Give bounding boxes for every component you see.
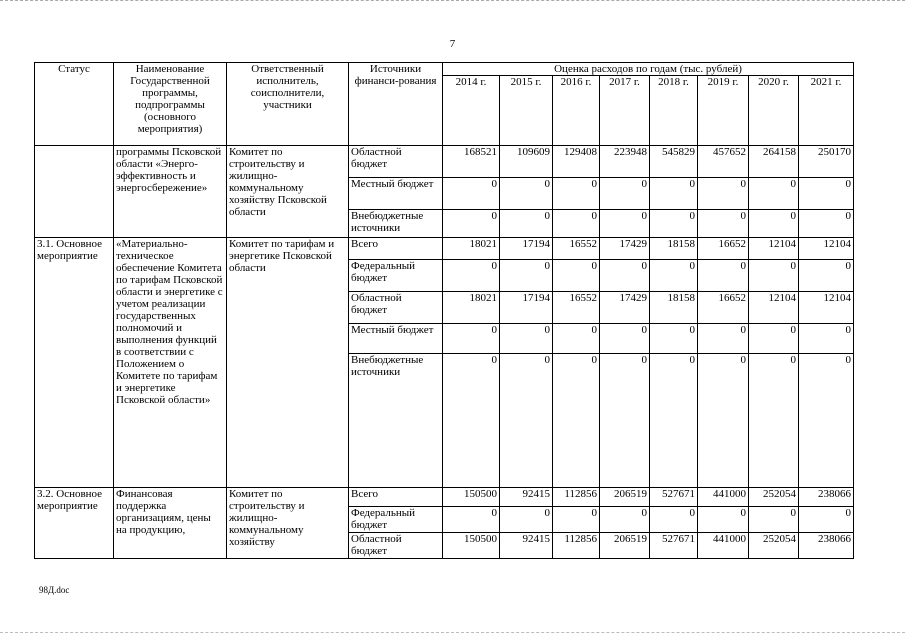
value-cell: 457652 (698, 146, 749, 178)
scan-edge-bottom (0, 632, 905, 635)
status-cell: 3.2. Основное мероприятие (35, 488, 114, 559)
value-cell: 250170 (799, 146, 854, 178)
source-cell: Областной бюджет (349, 533, 443, 559)
source-cell: Всего (349, 238, 443, 260)
value-cell: 0 (500, 354, 553, 488)
value-cell: 0 (749, 210, 799, 238)
value-cell: 0 (650, 178, 698, 210)
header-responsible: Ответственный исполнитель, соисполнители, участники (227, 63, 349, 146)
value-cell: 0 (749, 324, 799, 354)
value-cell: 0 (799, 324, 854, 354)
value-cell: 0 (650, 210, 698, 238)
table-row (35, 146, 854, 178)
status-cell: 3.1. Основное мероприятие (35, 238, 114, 488)
value-cell: 0 (443, 354, 500, 488)
value-cell: 0 (500, 507, 553, 533)
value-cell: 223948 (600, 146, 650, 178)
value-cell: 12104 (749, 292, 799, 324)
header-year: 2017 г. (600, 76, 650, 146)
name-cell: Финансовая поддержка организациям, цены на продукцию, (114, 488, 227, 559)
value-cell: 0 (500, 260, 553, 292)
value-cell: 0 (443, 260, 500, 292)
value-cell: 0 (698, 324, 749, 354)
value-cell: 0 (553, 354, 600, 488)
value-cell: 150500 (443, 533, 500, 559)
value-cell: 150500 (443, 488, 500, 507)
value-cell: 0 (650, 507, 698, 533)
value-cell: 0 (443, 210, 500, 238)
value-cell: 92415 (500, 488, 553, 507)
value-cell: 206519 (600, 488, 650, 507)
header-expenses: Оценка расходов по годам (тыс. рублей) (443, 63, 854, 76)
value-cell: 112856 (553, 533, 600, 559)
header-sources: Источники финанси-рования (349, 63, 443, 146)
value-cell: 0 (600, 507, 650, 533)
value-cell: 527671 (650, 533, 698, 559)
value-cell: 0 (698, 178, 749, 210)
value-cell: 252054 (749, 488, 799, 507)
value-cell: 0 (443, 507, 500, 533)
source-cell: Областной бюджет (349, 292, 443, 324)
value-cell: 0 (749, 354, 799, 488)
value-cell: 0 (500, 210, 553, 238)
value-cell: 18158 (650, 238, 698, 260)
header-year: 2020 г. (749, 76, 799, 146)
source-cell: Федеральный бюджет (349, 507, 443, 533)
value-cell: 0 (600, 210, 650, 238)
value-cell: 0 (600, 354, 650, 488)
value-cell: 527671 (650, 488, 698, 507)
value-cell: 0 (600, 178, 650, 210)
value-cell: 0 (698, 210, 749, 238)
header-row-1 (35, 63, 854, 76)
responsible-cell: Комитет по строительству и жилищно-коммунальному хозяйству (227, 488, 349, 559)
value-cell: 0 (749, 260, 799, 292)
page-number: 7 (449, 38, 456, 50)
value-cell: 0 (553, 210, 600, 238)
value-cell: 12104 (799, 238, 854, 260)
value-cell: 0 (553, 507, 600, 533)
value-cell: 238066 (799, 488, 854, 507)
value-cell: 112856 (553, 488, 600, 507)
value-cell: 12104 (749, 238, 799, 260)
source-cell: Местный бюджет (349, 178, 443, 210)
value-cell: 17194 (500, 238, 553, 260)
value-cell: 0 (799, 354, 854, 488)
value-cell: 0 (698, 507, 749, 533)
value-cell: 264158 (749, 146, 799, 178)
value-cell: 18021 (443, 292, 500, 324)
header-year: 2016 г. (553, 76, 600, 146)
header-year: 2015 г. (500, 76, 553, 146)
value-cell: 545829 (650, 146, 698, 178)
value-cell: 0 (749, 507, 799, 533)
header-year: 2021 г. (799, 76, 854, 146)
value-cell: 16552 (553, 238, 600, 260)
value-cell: 16652 (698, 238, 749, 260)
value-cell: 0 (553, 324, 600, 354)
value-cell: 0 (698, 260, 749, 292)
value-cell: 252054 (749, 533, 799, 559)
status-cell (35, 146, 114, 238)
source-cell: Внебюджетные источники (349, 210, 443, 238)
value-cell: 92415 (500, 533, 553, 559)
value-cell: 0 (799, 178, 854, 210)
footer-filename: 98Д.doc (39, 585, 70, 595)
value-cell: 238066 (799, 533, 854, 559)
value-cell: 0 (799, 507, 854, 533)
value-cell: 17194 (500, 292, 553, 324)
value-cell: 16652 (698, 292, 749, 324)
value-cell: 17429 (600, 238, 650, 260)
value-cell: 0 (600, 324, 650, 354)
value-cell: 0 (553, 260, 600, 292)
value-cell: 0 (500, 324, 553, 354)
responsible-cell: Комитет по тарифам и энергетике Псковской области (227, 238, 349, 488)
value-cell: 109609 (500, 146, 553, 178)
header-name: Наименование Государственной программы, подпрограммы (основного мероприятия) (114, 63, 227, 146)
source-cell: Федеральный бюджет (349, 260, 443, 292)
scan-edge-top (0, 0, 905, 3)
value-cell: 0 (600, 260, 650, 292)
value-cell: 17429 (600, 292, 650, 324)
header-year: 2014 г. (443, 76, 500, 146)
source-cell: Всего (349, 488, 443, 507)
responsible-cell: Комитет по строительству и жилищно-коммунальному хозяйству Псковской области (227, 146, 349, 238)
header-status: Статус (35, 63, 114, 146)
value-cell: 0 (500, 178, 553, 210)
value-cell: 0 (650, 354, 698, 488)
value-cell: 206519 (600, 533, 650, 559)
source-cell: Внебюджетные источники (349, 354, 443, 488)
value-cell: 0 (650, 324, 698, 354)
value-cell: 0 (443, 178, 500, 210)
value-cell: 12104 (799, 292, 854, 324)
value-cell: 0 (553, 178, 600, 210)
table-row (35, 238, 854, 260)
value-cell: 18158 (650, 292, 698, 324)
value-cell: 0 (698, 354, 749, 488)
value-cell: 0 (650, 260, 698, 292)
value-cell: 168521 (443, 146, 500, 178)
value-cell: 0 (799, 260, 854, 292)
value-cell: 16552 (553, 292, 600, 324)
header-year: 2018 г. (650, 76, 698, 146)
name-cell: программы Псковской области «Энерго-эффективность и энергосбережение» (114, 146, 227, 238)
value-cell: 18021 (443, 238, 500, 260)
value-cell: 0 (799, 210, 854, 238)
table-row (35, 488, 854, 507)
expenses-table (34, 62, 854, 559)
value-cell: 0 (749, 178, 799, 210)
source-cell: Областной бюджет (349, 146, 443, 178)
value-cell: 441000 (698, 533, 749, 559)
value-cell: 129408 (553, 146, 600, 178)
value-cell: 0 (443, 324, 500, 354)
source-cell: Местный бюджет (349, 324, 443, 354)
value-cell: 441000 (698, 488, 749, 507)
name-cell: «Материально-техническое обеспечение Комитета по тарифам Псковской области и энергетике с учетом реализации государственных полномочий и выполнения функций в соответствии с Положением о Комитете по тарифам и энергетике Псковской области» (114, 238, 227, 488)
header-year: 2019 г. (698, 76, 749, 146)
